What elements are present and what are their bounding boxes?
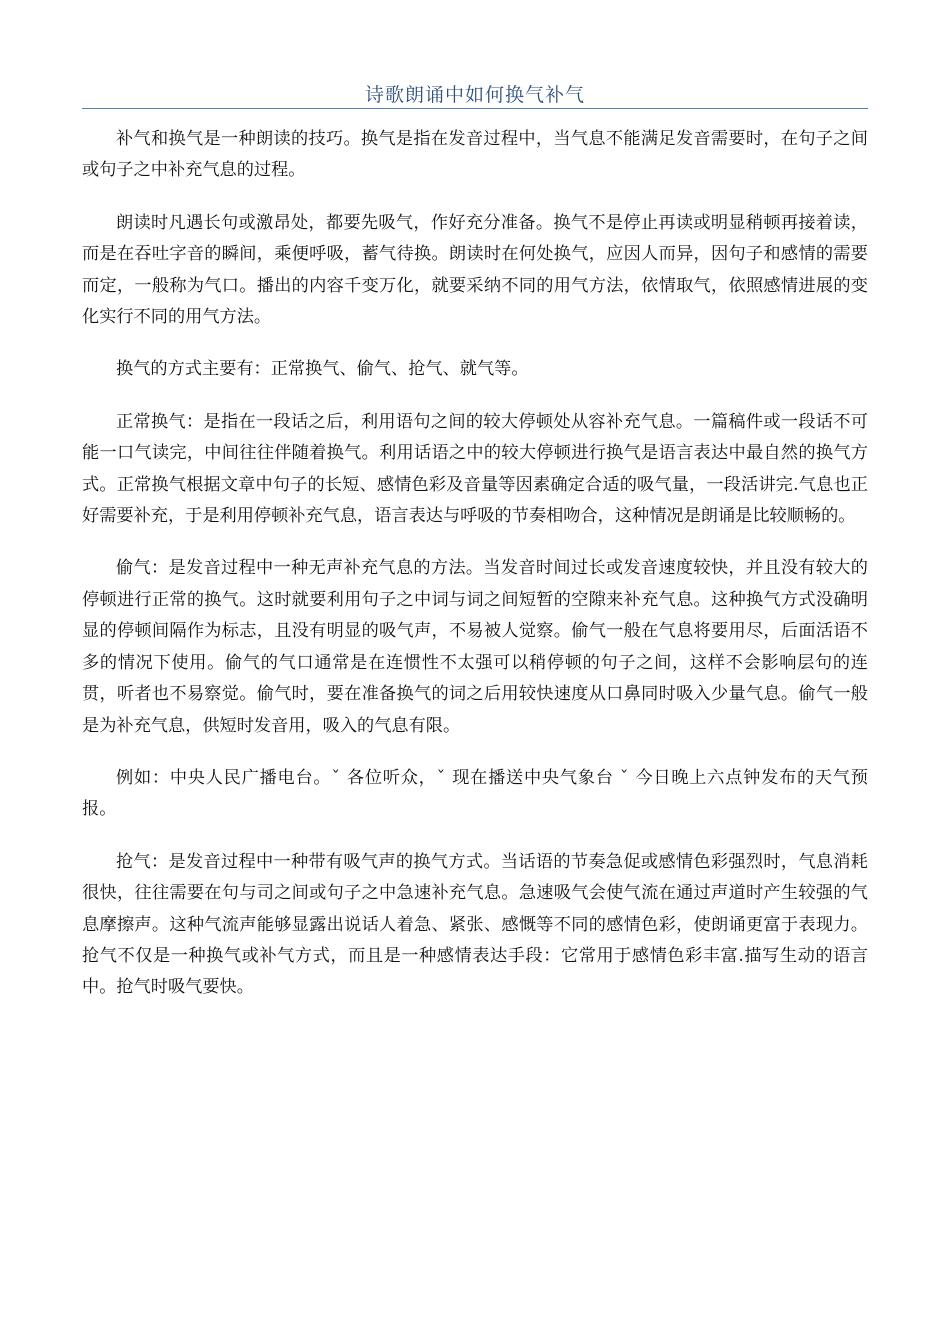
paragraph-intro: 补气和换气是一种朗读的技巧。换气是指在发音过程中，当气息不能满足发音需要时，在句子之间或句子之中补充气息的过程。 (82, 129, 868, 181)
paragraph-breathing-methods: 换气的方式主要有：正常换气、偷气、抢气、就气等。 (116, 359, 529, 380)
document-title: 诗歌朗诵中如何换气补气 (364, 84, 585, 106)
title-underline (82, 108, 868, 109)
paragraph-example: 例如：中央人民广播电台。ˇ 各位听众，ˇ 现在播送中央气象台 ˇ 今日晚上六点钟发布的天气预报。 (82, 767, 868, 820)
document-body (82, 124, 868, 1025)
paragraph-breathing-preparation: 朗读时凡遇长句或激昂处，都要先吸气，作好充分准备。换气不是停止再读或明显稍顿再接着读，而是在吞吐字音的瞬间，乘便呼吸，蓄气待换。朗读时在何处换气，应因人而异，因句子和感情的需要而定，一般称为气口。播出的内容千变万化，就要采纳不同的用气方法，依情取气，依照感情进展的变化实行不同的用气方法。 (82, 212, 868, 328)
paragraph-stealth-breathing: 偷气：是发音过程中一种无声补充气息的方法。当发音时间过长或发音速度较快，并且没有较大的停顿进行正常的换气。这时就要利用句子之中词与词之间短暂的空隙来补充气息。这种换气方式没确明显的停顿间隔作为标志，且没有明显的吸气声，不易被人觉察。偷气一般在气息将要用尽，后面活语不多的情况下使用。偷气的气口通常是在连惯性不太强可以稍停顿的句子之间，这样不会影响层句的连贯，听者也不易察觉。偷气时，要在准备换气的词之后用较快速度从口鼻同时吸入少量气息。偷气一般是为补充气息，供短时发音用，吸入的气息有限。 (82, 558, 868, 736)
paragraph-normal-breathing: 正常换气：是指在一段话之后，利用语句之间的较大停顿处从容补充气息。一篇稿件或一段话不可能一口气读完，中间往往伴随着换气。利用话语之中的较大停顿进行换气是语言表达中最自然的换气方式。正常换气根据文章中句子的长短、感情色彩及音量等因素确定合适的吸气量，一段活讲完.气息也正好需要补充，于是利用停顿补充气息，语言表达与呼吸的节奏相吻合，这种情况是朗诵是比较顺畅的。 (82, 411, 868, 527)
paragraph-quick-breathing: 抢气：是发音过程中一种带有吸气声的换气方式。当话语的节奏急促或感情色彩强烈时，气息消耗很快，往往需要在句与司之间或句子之中急速补充气息。急速吸气会使气流在通过声道时产生较强的气息摩擦声。这种气流声能够显露出说话人着急、紧张、感慨等不同的感情色彩，使朗诵更富于表现力。抢气不仅是一种换气或补气方式，而且是一种感情表达手段：它常用于感情色彩丰富.描写生动的语言中。抢气时吸气要快。 (82, 851, 868, 998)
